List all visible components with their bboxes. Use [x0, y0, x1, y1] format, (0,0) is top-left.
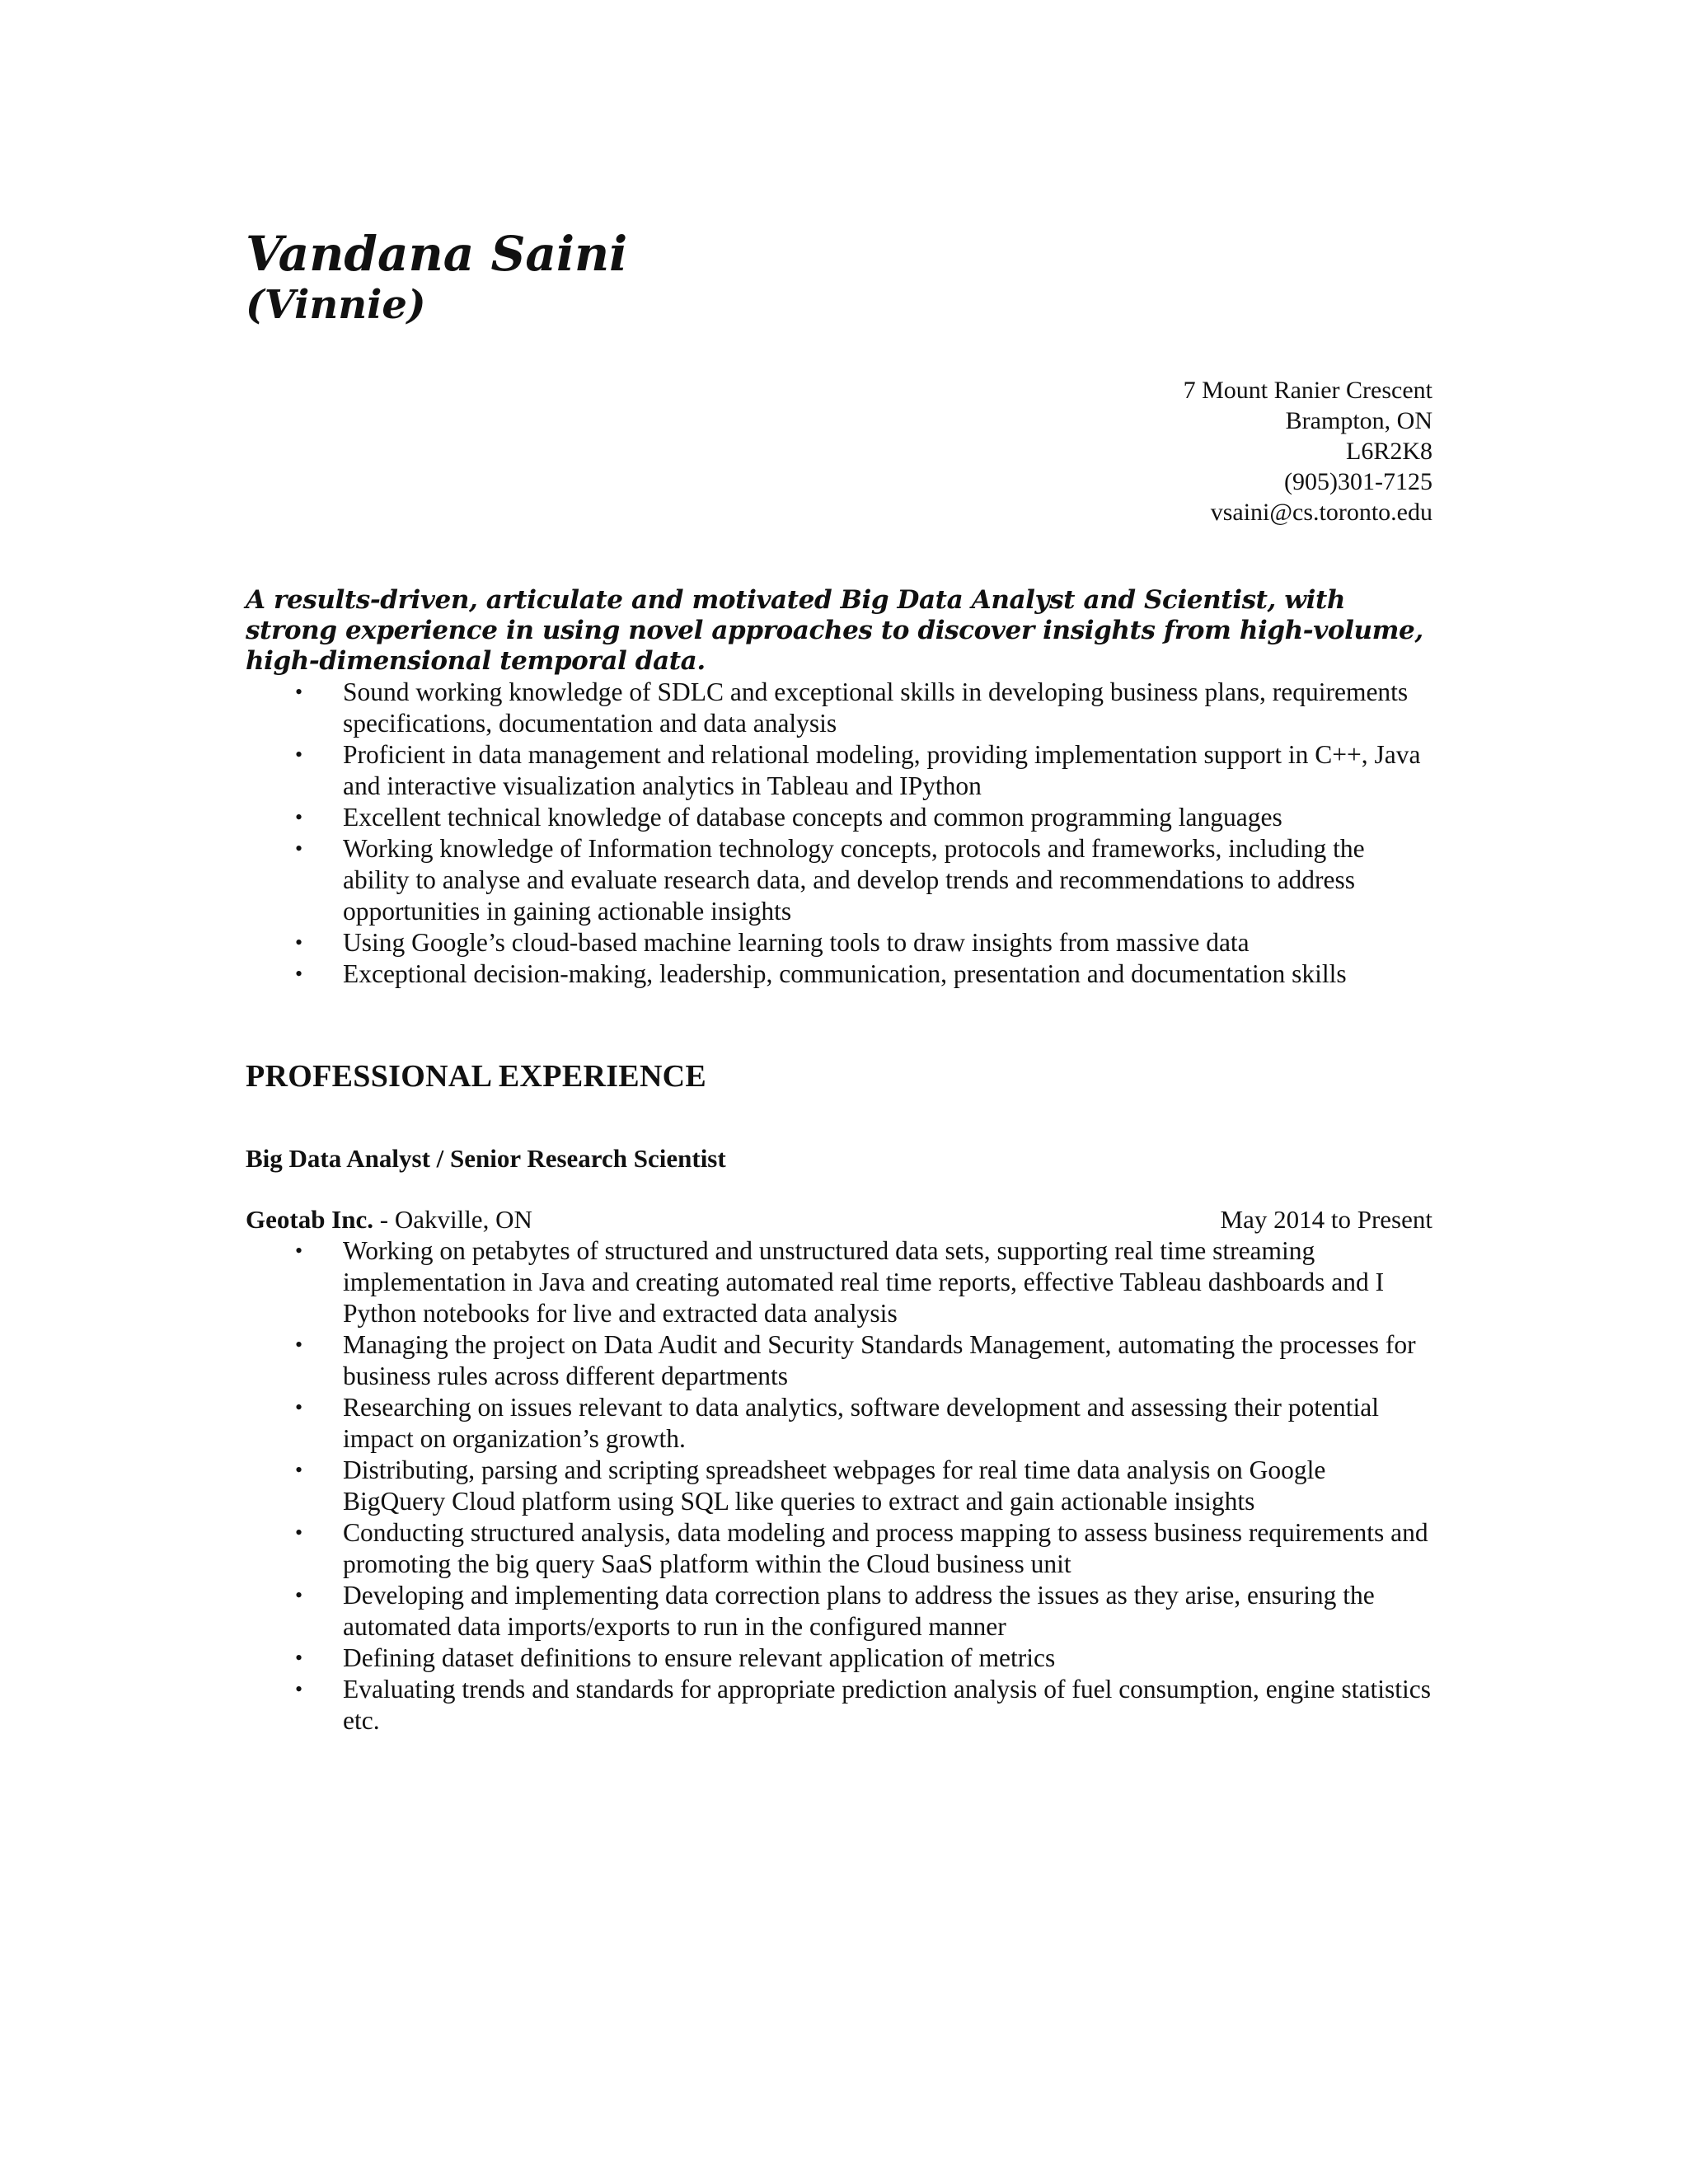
job-dates: May 2014 to Present: [1220, 1205, 1432, 1234]
list-item: • Developing and implementing data correction plans to address the issues as they arise, ensuring the automated data imports/exports to run in the configured manner: [343, 1580, 1432, 1643]
list-item: • Using Google’s cloud-based machine learning tools to draw insights from massive data: [343, 927, 1432, 958]
contact-city: Brampton, ON: [1285, 407, 1432, 434]
contact-postal: L6R2K8: [1346, 438, 1432, 465]
list-item: • Evaluating trends and standards for appropriate prediction analysis of fuel consumption, engine statistics etc.: [343, 1674, 1432, 1736]
employer: [246, 1204, 532, 1235]
candidate-nickname: (Vinnie): [246, 282, 426, 328]
contact-block: [246, 375, 1432, 527]
list-item: • Researching on issues relevant to data analytics, software development and assessing their potential impact on organization’s growth.: [343, 1392, 1432, 1455]
section-heading-experience: PROFESSIONAL EXPERIENCE: [246, 1059, 707, 1094]
list-item: • Working on petabytes of structured and unstructured data sets, supporting real time streaming implementation in Java and creating automated real time reports, effective Tableau dashboards and I Python notebooks for live and extracted data analysis: [343, 1235, 1432, 1329]
job-employer-line: [246, 1204, 1432, 1235]
list-item: • Managing the project on Data Audit and Security Standards Management, automating the processes for business rules across different departments: [343, 1329, 1432, 1392]
list-item: • Conducting structured analysis, data modeling and process mapping to assess business requirements and promoting the big query SaaS platform within the Cloud business unit: [343, 1517, 1432, 1580]
skills-list: [246, 677, 1432, 990]
contact-phone: (905)301-7125: [1284, 468, 1432, 495]
list-item: • Excellent technical knowledge of database concepts and common programming languages: [343, 802, 1432, 833]
list-item: • Working knowledge of Information technology concepts, protocols and frameworks, including the ability to analyse and evaluate research data, and develop trends and recommendations to address opportunities in gaining actionable insights: [343, 833, 1432, 927]
list-item: • Proficient in data management and relational modeling, providing implementation support in C++, Java and interactive visualization analytics in Tableau and IPython: [343, 739, 1432, 802]
company-name: Geotab Inc.: [246, 1205, 373, 1234]
list-item: • Distributing, parsing and scripting spreadsheet webpages for real time data analysis on Google BigQuery Cloud platform using SQL like queries to extract and gain actionable insights: [343, 1455, 1432, 1517]
candidate-name: Vandana Saini: [246, 226, 628, 282]
list-item: • Defining dataset definitions to ensure relevant application of metrics: [343, 1643, 1432, 1674]
list-item: • Exceptional decision-making, leadership, communication, presentation and documentation skills: [343, 958, 1432, 990]
job-title: Big Data Analyst / Senior Research Scientist: [246, 1144, 726, 1173]
contact-street: 7 Mount Ranier Crescent: [1183, 377, 1432, 404]
duties-list: [246, 1235, 1432, 1736]
contact-email: vsaini@cs.toronto.edu: [1210, 499, 1432, 526]
company-location: - Oakville, ON: [373, 1205, 532, 1234]
list-item: • Sound working knowledge of SDLC and exceptional skills in developing business plans, requirements specifications, documentation and data analysis: [343, 677, 1432, 739]
profile-summary: A results-driven, articulate and motivated Big Data Analyst and Scientist, with strong experience in using novel approaches to discover insights from high-volume, high-dimensional temporal data.: [246, 585, 1423, 676]
